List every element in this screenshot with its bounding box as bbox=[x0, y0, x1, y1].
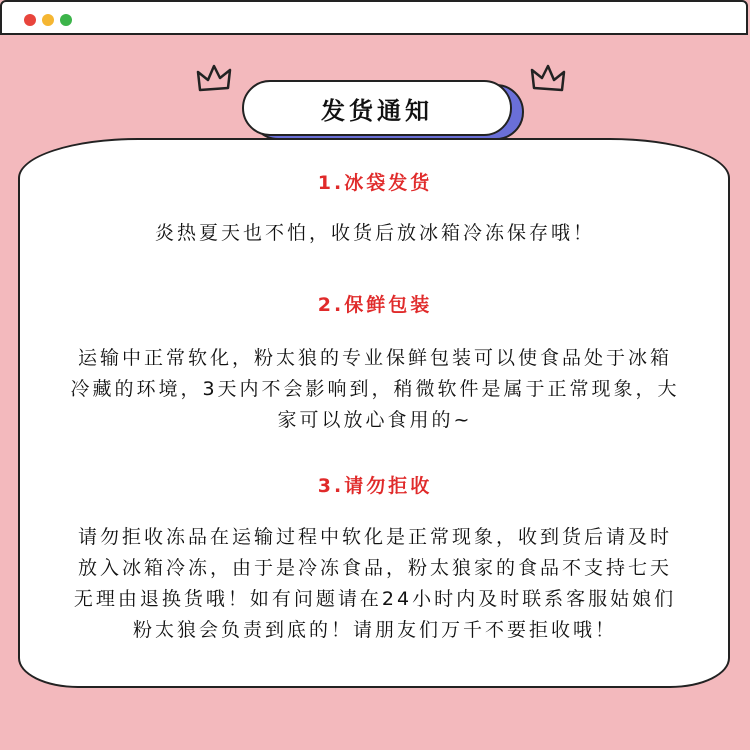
section-heading-1: 1.冰袋发货 bbox=[317, 172, 433, 194]
text-line: 无理由退换货哦！如有问题请在24小时内及时联系客服姑娘们 bbox=[73, 588, 677, 610]
crown-right-icon bbox=[528, 62, 568, 94]
text-line: 家可以放心食用的~ bbox=[277, 409, 473, 431]
text-line: 运输中正常软化，粉太狼的专业保鲜包装可以使食品处于冰箱 bbox=[77, 347, 672, 369]
text-line: 请勿拒收冻品在运输过程中软化是正常现象，收到货后请及时 bbox=[77, 526, 672, 548]
section-text-2 bbox=[30, 343, 720, 436]
maximize-dot-icon bbox=[60, 14, 72, 26]
window-title-bar bbox=[0, 0, 748, 35]
crown-left-icon bbox=[196, 62, 236, 94]
text-line: 放入冰箱冷冻，由于是冷冻食品，粉太狼家的食品不支持七天 bbox=[77, 557, 672, 579]
section-heading-2: 2.保鲜包装 bbox=[317, 294, 433, 316]
page-title: 发货通知 bbox=[242, 80, 512, 136]
minimize-dot-icon bbox=[42, 14, 54, 26]
close-dot-icon bbox=[24, 14, 36, 26]
text-line: 冷藏的环境，3天内不会影响到，稍微软件是属于正常现象，大 bbox=[70, 378, 680, 400]
text-line: 粉太狼会负责到底的！请朋友们万千不要拒收哦！ bbox=[132, 619, 617, 641]
section-text-3 bbox=[30, 522, 720, 646]
section-text-1 bbox=[30, 218, 720, 249]
section-heading-3: 3.请勿拒收 bbox=[317, 475, 433, 497]
text-line: 炎热夏天也不怕，收货后放冰箱冷冻保存哦！ bbox=[154, 222, 595, 244]
